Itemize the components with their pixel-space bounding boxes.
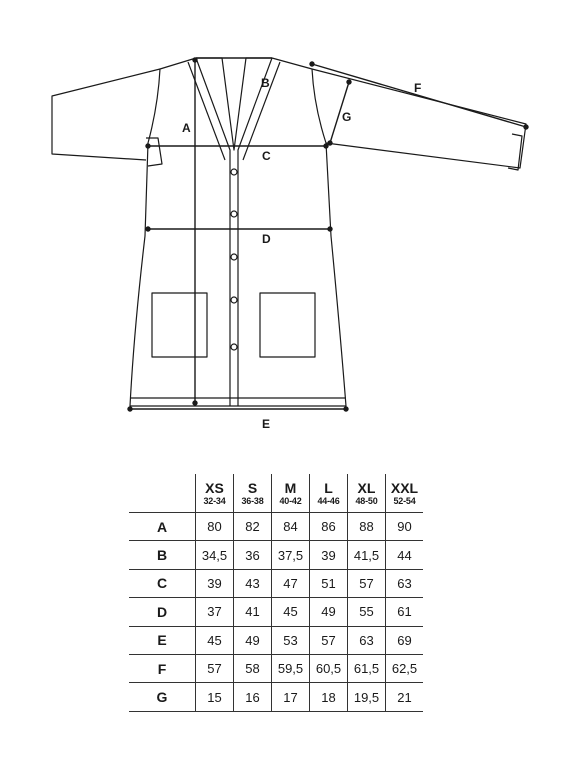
table-cell: 15: [196, 683, 234, 711]
label-f: F: [414, 81, 422, 95]
table-cell: 58: [234, 654, 272, 682]
table-cell: 53: [272, 626, 310, 654]
table-cell: 37,5: [272, 541, 310, 569]
table-cell: 41: [234, 598, 272, 626]
button-1: [231, 169, 237, 175]
table-cell: 51: [310, 569, 348, 597]
table-row: [129, 598, 423, 626]
table-cell: 45: [272, 598, 310, 626]
table-cell: 88: [348, 513, 386, 541]
table-cell: 61,5: [348, 654, 386, 682]
button-4: [231, 297, 237, 303]
measure-lines: [128, 58, 528, 411]
size-header: [310, 474, 348, 513]
table-cell: 17: [272, 683, 310, 711]
row-label: C: [129, 569, 196, 597]
table-cell: 18: [310, 683, 348, 711]
table-cell: 57: [348, 569, 386, 597]
table-cell: 37: [196, 598, 234, 626]
table-cell: 61: [386, 598, 424, 626]
table-cell: 34,5: [196, 541, 234, 569]
table-cell: 84: [272, 513, 310, 541]
size-table: [129, 474, 423, 712]
table-cell: 63: [348, 626, 386, 654]
table-cell: 82: [234, 513, 272, 541]
button-3: [231, 254, 237, 260]
size-header: [196, 474, 234, 513]
table-row: [129, 541, 423, 569]
table-row: [129, 569, 423, 597]
table-cell: 55: [348, 598, 386, 626]
buttons: [231, 169, 237, 350]
table-corner: [129, 474, 196, 513]
table-row: [129, 513, 423, 541]
table-cell: 60,5: [310, 654, 348, 682]
table-cell: 57: [310, 626, 348, 654]
table-cell: 41,5: [348, 541, 386, 569]
table-cell: 21: [386, 683, 424, 711]
table-cell: 90: [386, 513, 424, 541]
size-header: [386, 474, 424, 513]
label-g: G: [342, 110, 352, 124]
size-name: XL: [357, 479, 376, 496]
size-header: [234, 474, 272, 513]
label-d: D: [262, 232, 271, 246]
table-row: [129, 654, 423, 682]
table-cell: 36: [234, 541, 272, 569]
size-range: 52-54: [393, 495, 416, 506]
size-range: 44-46: [317, 495, 340, 506]
table-cell: 47: [272, 569, 310, 597]
size-name: M: [284, 479, 297, 496]
table-cell: 16: [234, 683, 272, 711]
size-range: 32-34: [203, 495, 226, 506]
row-label: A: [129, 513, 196, 541]
size-range: 48-50: [355, 495, 378, 506]
table-cell: 57: [196, 654, 234, 682]
row-label: D: [129, 598, 196, 626]
label-a: A: [182, 121, 191, 135]
row-label: E: [129, 626, 196, 654]
table-cell: 39: [196, 569, 234, 597]
size-name: XS: [205, 479, 224, 496]
row-label: F: [129, 654, 196, 682]
size-header: [272, 474, 310, 513]
size-name: XXL: [390, 479, 419, 496]
table-cell: 39: [310, 541, 348, 569]
size-name: L: [324, 479, 333, 496]
table-cell: 63: [386, 569, 424, 597]
label-b: B: [261, 76, 270, 90]
size-header-row: [129, 474, 423, 513]
measure-labels: [182, 76, 421, 431]
table-cell: 19,5: [348, 683, 386, 711]
size-header: [348, 474, 386, 513]
row-label: G: [129, 683, 196, 711]
label-c: C: [262, 149, 271, 163]
table-row: [129, 626, 423, 654]
table-cell: 80: [196, 513, 234, 541]
coat-outline: [52, 58, 526, 406]
button-2: [231, 211, 237, 217]
row-label: B: [129, 541, 196, 569]
button-5: [231, 344, 237, 350]
table-row: [129, 683, 423, 711]
size-range: 36-38: [241, 495, 264, 506]
table-cell: 44: [386, 541, 424, 569]
table-cell: 69: [386, 626, 424, 654]
table-cell: 49: [234, 626, 272, 654]
size-name: S: [247, 479, 258, 496]
table-cell: 59,5: [272, 654, 310, 682]
label-e: E: [262, 417, 271, 431]
size-range: 40-42: [279, 495, 302, 506]
table-cell: 45: [196, 626, 234, 654]
table-cell: 43: [234, 569, 272, 597]
table-cell: 49: [310, 598, 348, 626]
table-cell: 62,5: [386, 654, 424, 682]
table-cell: 86: [310, 513, 348, 541]
